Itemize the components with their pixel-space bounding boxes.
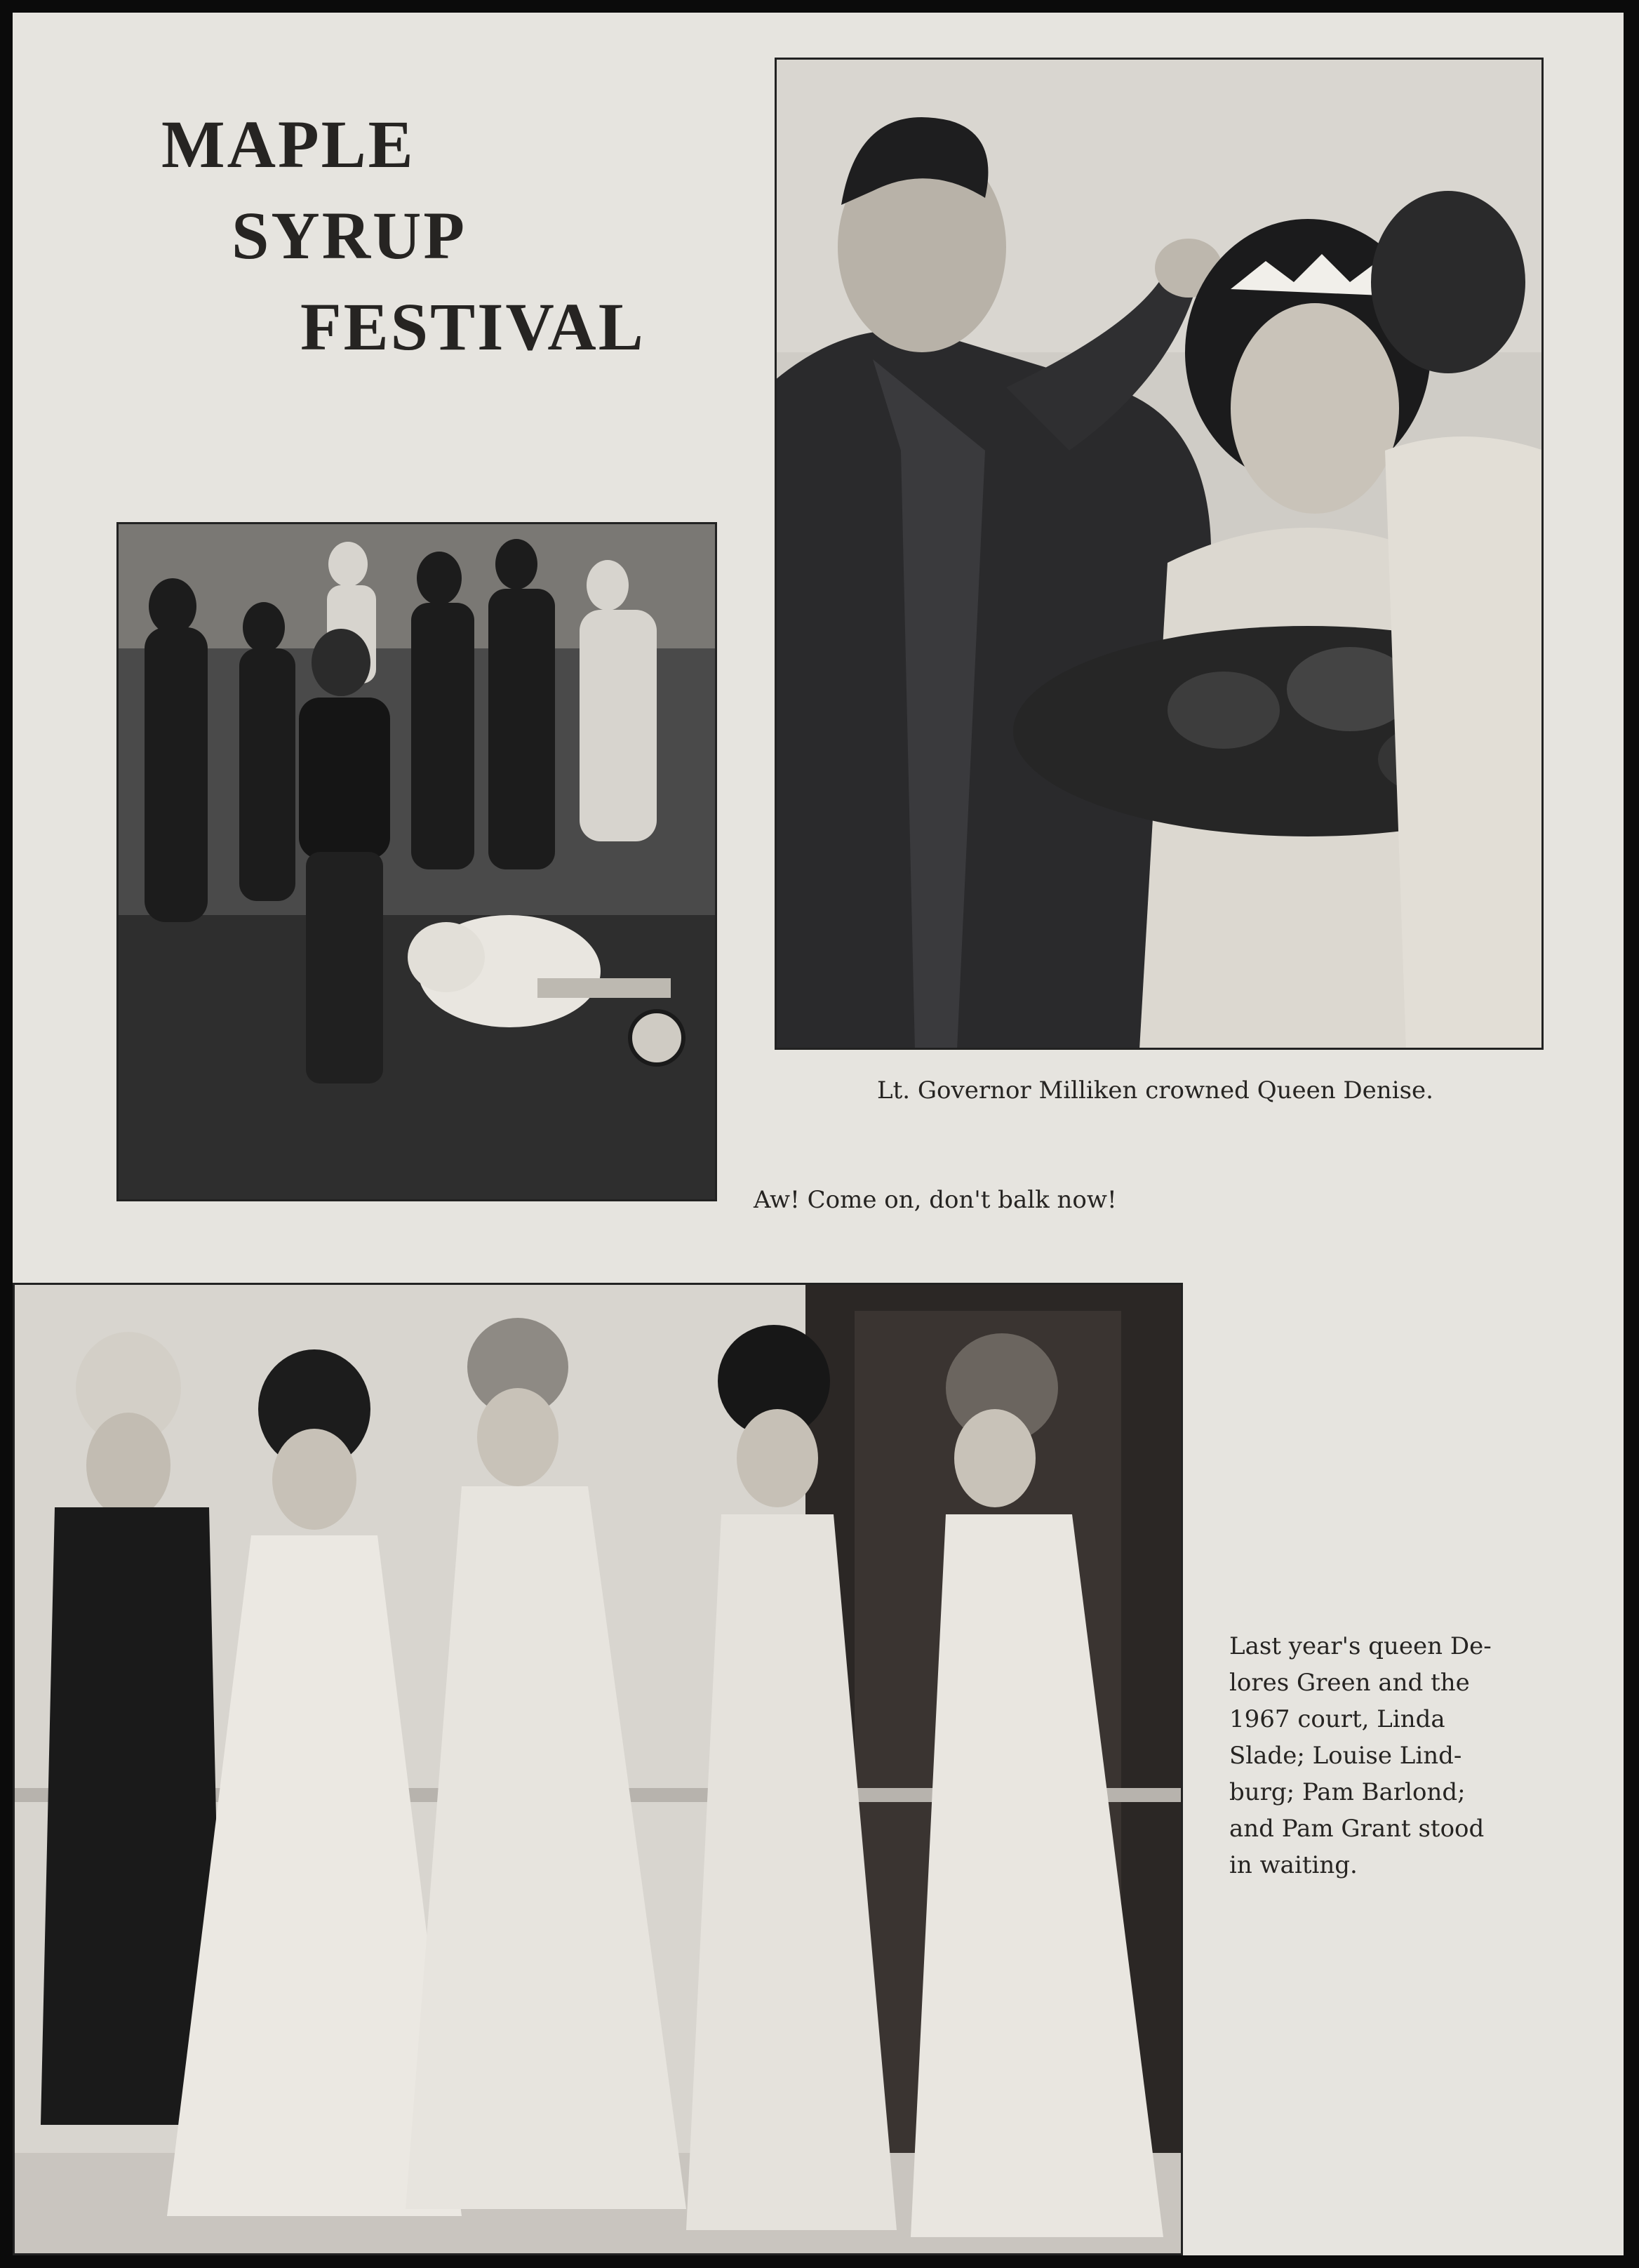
caption-court-line: lores Green and the: [1229, 1669, 1470, 1697]
photo-parade: [116, 522, 717, 1201]
photo-court: [13, 1283, 1183, 2255]
title-line-maple: MAPLE: [161, 107, 415, 182]
caption-crowning: Lt. Governor Milliken crowned Queen Denise.: [877, 1076, 1433, 1105]
photo-parade-icon: [116, 522, 717, 1201]
caption-court-line: Slade; Louise Lind-: [1229, 1742, 1462, 1770]
caption-court-line: and Pam Grant stood: [1229, 1815, 1485, 1843]
caption-court-line: 1967 court, Linda: [1229, 1705, 1445, 1733]
photo-crowning: [775, 58, 1544, 1050]
title-line-festival: FESTIVAL: [300, 289, 645, 364]
photo-court-icon: [13, 1283, 1183, 2255]
caption-court-line: Last year's queen De-: [1229, 1632, 1492, 1660]
photo-crowning-icon: [775, 58, 1544, 1050]
caption-court: [1229, 1628, 1524, 1883]
title-line-syrup: SYRUP: [232, 198, 467, 273]
yearbook-page: [13, 13, 1624, 2255]
caption-parade: Aw! Come on, don't balk now!: [754, 1186, 1117, 1214]
caption-court-line: in waiting.: [1229, 1851, 1358, 1879]
caption-court-line: burg; Pam Barlond;: [1229, 1778, 1466, 1806]
